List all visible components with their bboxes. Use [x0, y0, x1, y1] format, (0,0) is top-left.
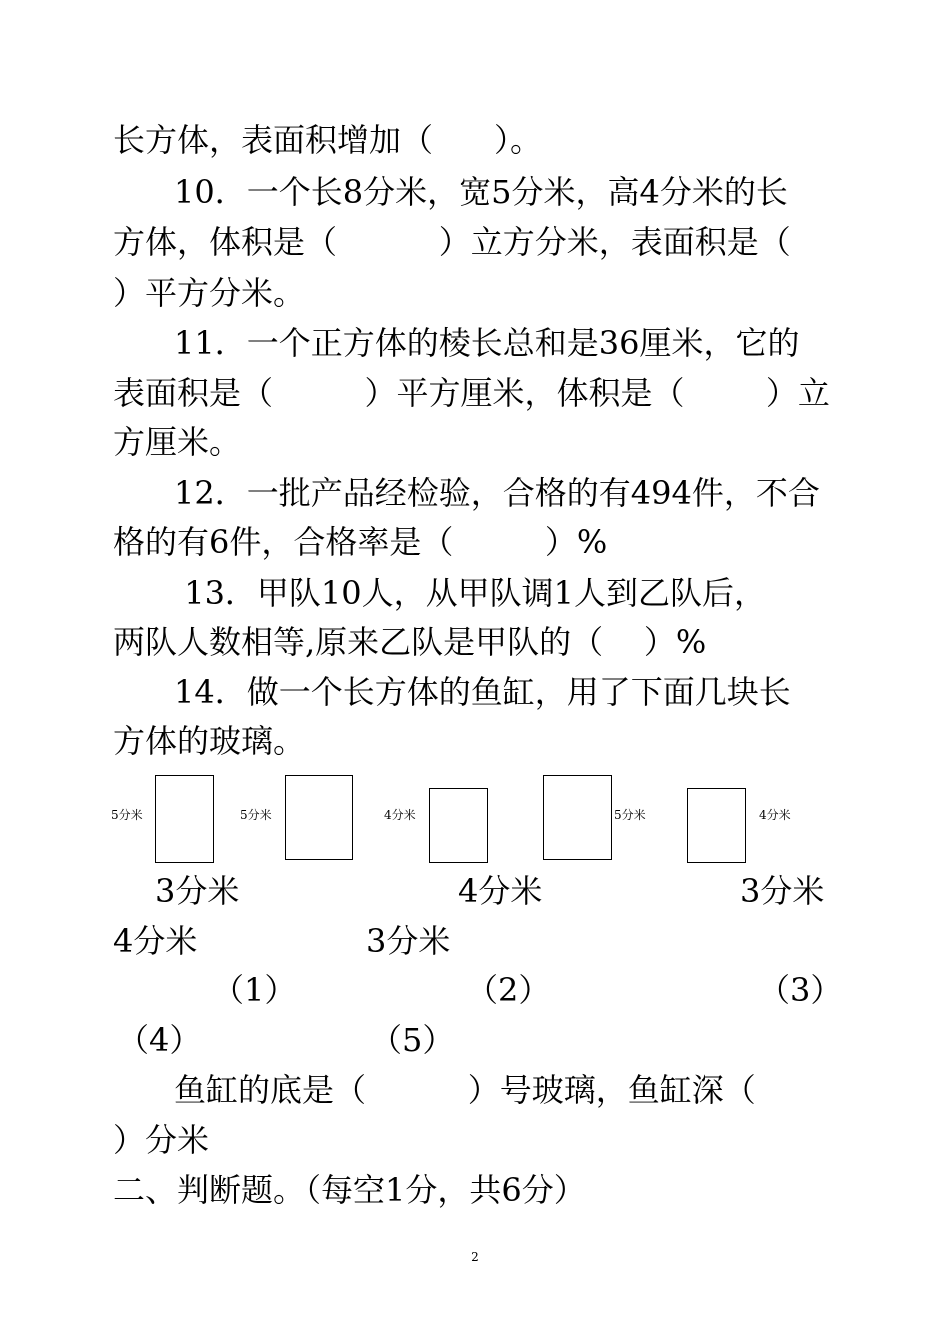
glass-pane-3 [429, 788, 488, 863]
text-line: 两队人数相等,原来乙队是甲队的（ ）% [113, 623, 707, 661]
glass-pane-1 [155, 775, 214, 863]
figure-number: （1） [212, 971, 297, 1009]
glass-pane-2 [285, 775, 353, 860]
dimension-label: 3分米 [366, 922, 451, 960]
text-line: 表面积是（ ）平方厘米，体积是（ ）立 [113, 374, 830, 412]
figure-number: （2） [466, 971, 551, 1009]
question-13-line-1: 13．甲队10人，从甲队调1人到乙队后， [113, 574, 767, 612]
glass-pane-4 [543, 775, 612, 860]
question-10-line-1: 10．一个长8分米，宽5分米，高4分米的长 [113, 173, 788, 211]
text-line: 方厘米。 [113, 423, 242, 461]
dimension-label: 4分米 [458, 872, 543, 910]
text-line: 格的有6件，合格率是（ ）% [113, 523, 608, 561]
dimension-label: 4分米 [384, 808, 416, 822]
dimension-label: 4分米 [113, 922, 198, 960]
dimension-label: 3分米 [155, 872, 240, 910]
dimension-label: 5分米 [614, 808, 646, 822]
dimension-label: 5分米 [240, 808, 272, 822]
text-line: 方体的玻璃。 [113, 722, 306, 760]
figure-number: （5） [370, 1021, 455, 1059]
question-14-answer-line: 鱼缸的底是（ ）号玻璃，鱼缸深（ [113, 1071, 756, 1109]
question-12-line-1: 12．一批产品经检验，合格的有494件，不合 [113, 474, 820, 512]
page-number: 2 [471, 1250, 479, 1264]
dimension-label: 3分米 [740, 872, 825, 910]
dimension-label: 5分米 [111, 808, 143, 822]
figure-number: （3） [758, 971, 843, 1009]
section-heading: 二、判断题。（每空1分，共6分） [113, 1171, 586, 1209]
text-line: 方体，体积是（ ）立方分米，表面积是（ [113, 223, 791, 261]
text-line: ）分米 [113, 1121, 210, 1159]
glass-pane-5 [687, 788, 746, 863]
figure-number: （4） [117, 1021, 202, 1059]
text-line: 长方体，表面积增加（ ）。 [113, 121, 543, 159]
question-11-line-1: 11．一个正方体的棱长总和是36厘米，它的 [113, 324, 800, 362]
text-line: ）平方分米。 [113, 274, 306, 312]
dimension-label: 4分米 [759, 808, 791, 822]
question-14-line-1: 14．做一个长方体的鱼缸，用了下面几块长 [113, 673, 791, 711]
